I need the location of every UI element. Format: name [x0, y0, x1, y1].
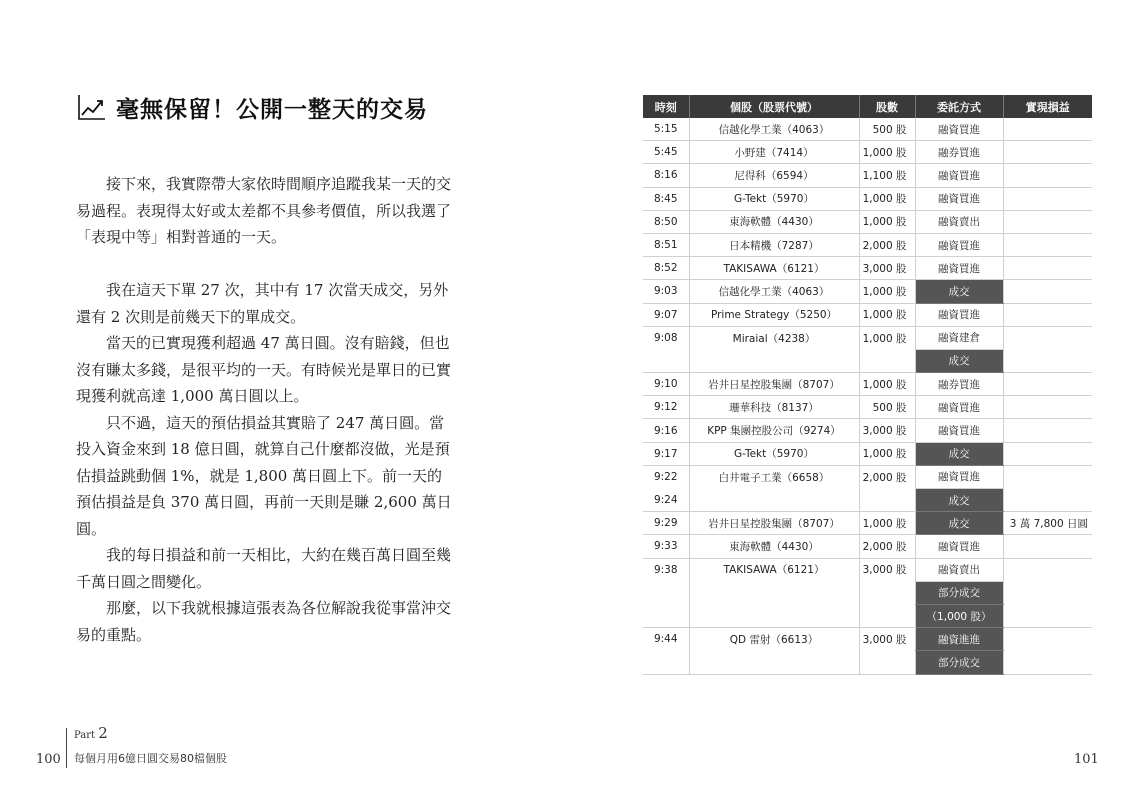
shares-cell: 1,000 股 — [859, 187, 915, 210]
pl-cell — [1003, 373, 1092, 396]
pl-cell — [1003, 118, 1092, 141]
column-header: 委託方式 — [915, 95, 1003, 118]
pl-cell: 3 萬 7,800 日圓 — [1003, 512, 1092, 535]
order-cell: 成交 — [915, 442, 1003, 465]
time-cell: 9:16 — [643, 419, 689, 442]
section-heading — [76, 90, 428, 124]
footer-divider — [66, 728, 67, 768]
table-row — [643, 396, 1092, 419]
order-cell: 融資賣出 — [915, 558, 1003, 581]
column-header: 時刻 — [643, 95, 689, 118]
shares-cell — [859, 349, 915, 372]
time-cell: 9:03 — [643, 280, 689, 303]
table-row — [643, 489, 1092, 512]
time-cell — [643, 581, 689, 604]
order-cell: 融資買進 — [915, 396, 1003, 419]
shares-cell: 1,000 股 — [859, 303, 915, 326]
stock-cell — [689, 489, 859, 512]
pl-cell — [1003, 303, 1092, 326]
time-cell: 9:07 — [643, 303, 689, 326]
shares-cell — [859, 581, 915, 604]
shares-cell: 3,000 股 — [859, 628, 915, 651]
time-cell: 9:12 — [643, 396, 689, 419]
pl-cell — [1003, 489, 1092, 512]
stock-cell: 信越化學工業（4063） — [689, 280, 859, 303]
paragraph: 我的每日損益和前一天相比，大約在幾百萬日圓至幾千萬日圓之間變化。 — [76, 546, 452, 591]
paragraph: 那麼，以下我就根據這張表為各位解說我從事當沖交易的重點。 — [76, 599, 452, 644]
stock-cell: QD 雷射（6613） — [689, 628, 859, 651]
order-cell: 部分成交 — [915, 581, 1003, 604]
section-title: 毫無保留！公開一整天的交易 — [116, 96, 428, 123]
shares-cell: 1,000 股 — [859, 280, 915, 303]
time-cell: 9:22 — [653, 471, 678, 484]
pl-cell — [1003, 164, 1092, 187]
time-cell — [643, 349, 689, 372]
running-title: 每個月用6億日圓交易80檔個股 — [74, 752, 227, 765]
pl-cell — [1003, 233, 1092, 256]
table-row — [643, 349, 1092, 372]
order-cell: 融資買進 — [915, 164, 1003, 187]
order-cell: 融資買進 — [915, 465, 1003, 488]
time-cell: 9:24 — [643, 489, 689, 512]
right-page — [564, 0, 1128, 800]
shares-cell: 1,000 股 — [859, 442, 915, 465]
time-cell: 8:51 — [643, 233, 689, 256]
order-cell: 成交 — [915, 280, 1003, 303]
order-cell: 融資買進 — [915, 303, 1003, 326]
table-row — [643, 558, 1092, 581]
stock-cell: TAKISAWA（6121） — [689, 558, 859, 581]
pl-cell — [1003, 651, 1092, 674]
shares-cell: 1,000 股 — [859, 141, 915, 164]
stock-cell: 岩井日星控股集團（8707） — [689, 512, 859, 535]
table-row — [643, 628, 1092, 651]
stock-cell: Miraial（4238） — [689, 326, 859, 349]
table-row — [643, 303, 1092, 326]
time-cell: 8:52 — [643, 257, 689, 280]
stock-cell: TAKISAWA（6121） — [689, 257, 859, 280]
order-cell: （1,000 股） — [915, 604, 1003, 627]
table-row — [643, 187, 1092, 210]
stock-cell — [689, 581, 859, 604]
time-cell: 9:44 — [653, 633, 678, 646]
column-header: 實現損益 — [1003, 95, 1092, 118]
table-row — [643, 442, 1092, 465]
order-cell: 部分成交 — [915, 651, 1003, 674]
table-row — [643, 326, 1092, 349]
order-cell: 成交 — [915, 512, 1003, 535]
order-cell: 融券買進 — [915, 141, 1003, 164]
table-row — [643, 210, 1092, 233]
pl-cell — [1003, 628, 1092, 651]
part-label — [74, 724, 108, 742]
pl-cell — [1003, 210, 1092, 233]
table-row — [643, 233, 1092, 256]
column-header: 個股（股票代號） — [689, 95, 859, 118]
shares-cell: 3,000 股 — [859, 257, 915, 280]
page-number: 100 — [36, 752, 61, 767]
table-row — [643, 535, 1092, 558]
order-cell: 融資賣出 — [915, 210, 1003, 233]
order-cell: 融資買進 — [915, 187, 1003, 210]
shares-cell: 2,000 股 — [859, 233, 915, 256]
shares-cell: 3,000 股 — [859, 419, 915, 442]
stock-cell — [689, 604, 859, 627]
shares-cell: 3,000 股 — [859, 558, 915, 581]
time-cell: 8:45 — [643, 187, 689, 210]
table-row — [643, 141, 1092, 164]
order-cell: 融資買進 — [915, 535, 1003, 558]
time-cell: 8:50 — [643, 210, 689, 233]
stock-cell — [689, 349, 859, 372]
time-cell: 8:16 — [643, 164, 689, 187]
table-row — [643, 581, 1092, 604]
time-cell: 5:15 — [643, 118, 689, 141]
order-cell: 融資建倉 — [915, 326, 1003, 349]
table-row — [643, 280, 1092, 303]
shares-cell — [859, 489, 915, 512]
shares-cell — [859, 604, 915, 627]
stock-cell: 東海軟體（4430） — [689, 210, 859, 233]
stock-cell: 白井電子工業（6658） — [689, 465, 859, 488]
trade-table — [643, 95, 1092, 675]
pl-cell — [1003, 604, 1092, 627]
paragraph: 接下來，我實際帶大家依時間順序追蹤我某一天的交易過程。表現得太好或太差都不具參考價值，所以我選了「表現中等」相對普通的一天。 — [76, 175, 452, 246]
order-cell: 融資買進 — [915, 257, 1003, 280]
paragraph: 只不過，這天的預估損益其實賠了 247 萬日圓。當投入資金來到 18 億日圓，就算自己什麼都沒做，光是預估損益跳動個 1%，就是 1,800 萬日圓上下。前一天的預估損益是負 370 萬日圓，再前一天則是賺 2,600 萬日圓。 — [76, 413, 452, 538]
shares-cell: 1,000 股 — [859, 210, 915, 233]
pl-cell — [1003, 349, 1092, 372]
page-footer — [0, 724, 564, 774]
order-cell: 融資買進 — [915, 118, 1003, 141]
table-row — [643, 257, 1092, 280]
column-header: 股數 — [859, 95, 915, 118]
shares-cell: 2,000 股 — [859, 535, 915, 558]
shares-cell: 1,000 股 — [859, 326, 915, 349]
pl-cell — [1003, 558, 1092, 581]
pl-cell — [1003, 326, 1092, 349]
time-cell: 9:08 — [653, 332, 678, 345]
pl-cell — [1003, 396, 1092, 419]
table-row — [643, 604, 1092, 627]
shares-cell: 500 股 — [859, 118, 915, 141]
order-cell: 融資買進 — [915, 419, 1003, 442]
stock-cell: 日本精機（7287） — [689, 233, 859, 256]
table-row — [643, 651, 1092, 674]
pl-cell — [1003, 280, 1092, 303]
time-cell: 9:17 — [643, 442, 689, 465]
table-row — [643, 465, 1092, 488]
stock-cell: 信越化學工業（4063） — [689, 118, 859, 141]
time-cell: 9:33 — [643, 535, 689, 558]
stock-cell: KPP 集團控股公司（9274） — [689, 419, 859, 442]
pl-cell — [1003, 257, 1092, 280]
time-cell — [643, 651, 689, 674]
shares-cell: 500 股 — [859, 396, 915, 419]
order-cell: 成交 — [915, 489, 1003, 512]
order-cell: 成交 — [915, 349, 1003, 372]
pl-cell — [1003, 535, 1092, 558]
table-row — [643, 164, 1092, 187]
part-number: 2 — [98, 724, 108, 742]
pl-cell — [1003, 442, 1092, 465]
time-cell: 9:38 — [653, 563, 678, 576]
time-cell: 9:29 — [643, 512, 689, 535]
stock-cell: 小野建（7414） — [689, 141, 859, 164]
shares-cell — [859, 651, 915, 674]
shares-cell: 1,000 股 — [859, 373, 915, 396]
paragraph: 當天的已實現獲利超過 47 萬日圓。沒有賠錢，但也沒有賺太多錢，是很平均的一天。有時候光是單日的已實現獲利就高達 1,000 萬日圓以上。 — [76, 334, 452, 405]
stock-cell: Prime Strategy（5250） — [689, 303, 859, 326]
pl-cell — [1003, 581, 1092, 604]
stock-cell: G-Tekt（5970） — [689, 442, 859, 465]
stock-cell: 東海軟體（4430） — [689, 535, 859, 558]
pl-cell — [1003, 465, 1092, 488]
table-row — [643, 419, 1092, 442]
body-text — [76, 171, 456, 648]
trend-chart-icon — [76, 92, 108, 122]
table-row — [643, 512, 1092, 535]
pl-cell — [1003, 419, 1092, 442]
shares-cell: 2,000 股 — [859, 465, 915, 488]
table-body — [643, 118, 1092, 674]
order-cell: 融資進進 — [915, 628, 1003, 651]
time-cell — [643, 604, 689, 627]
table-row — [643, 373, 1092, 396]
table-row — [643, 118, 1092, 141]
order-cell: 融券買進 — [915, 373, 1003, 396]
pl-cell — [1003, 187, 1092, 210]
paragraph: 我在這天下單 27 次，其中有 17 次當天成交，另外還有 2 次則是前幾天下的單成交。 — [76, 281, 449, 326]
pl-cell — [1003, 141, 1092, 164]
order-cell: 融資買進 — [915, 233, 1003, 256]
shares-cell: 1,000 股 — [859, 512, 915, 535]
stock-cell: G-Tekt（5970） — [689, 187, 859, 210]
stock-cell — [689, 651, 859, 674]
table-header-row — [643, 95, 1092, 118]
stock-cell: 珊華科技（8137） — [689, 396, 859, 419]
time-cell: 9:10 — [643, 373, 689, 396]
stock-cell: 岩井日星控股集團（8707） — [689, 373, 859, 396]
part-word: Part — [74, 730, 96, 741]
stock-cell: 尼得科（6594） — [689, 164, 859, 187]
time-cell: 5:45 — [643, 141, 689, 164]
shares-cell: 1,100 股 — [859, 164, 915, 187]
page-number: 101 — [1074, 752, 1099, 767]
